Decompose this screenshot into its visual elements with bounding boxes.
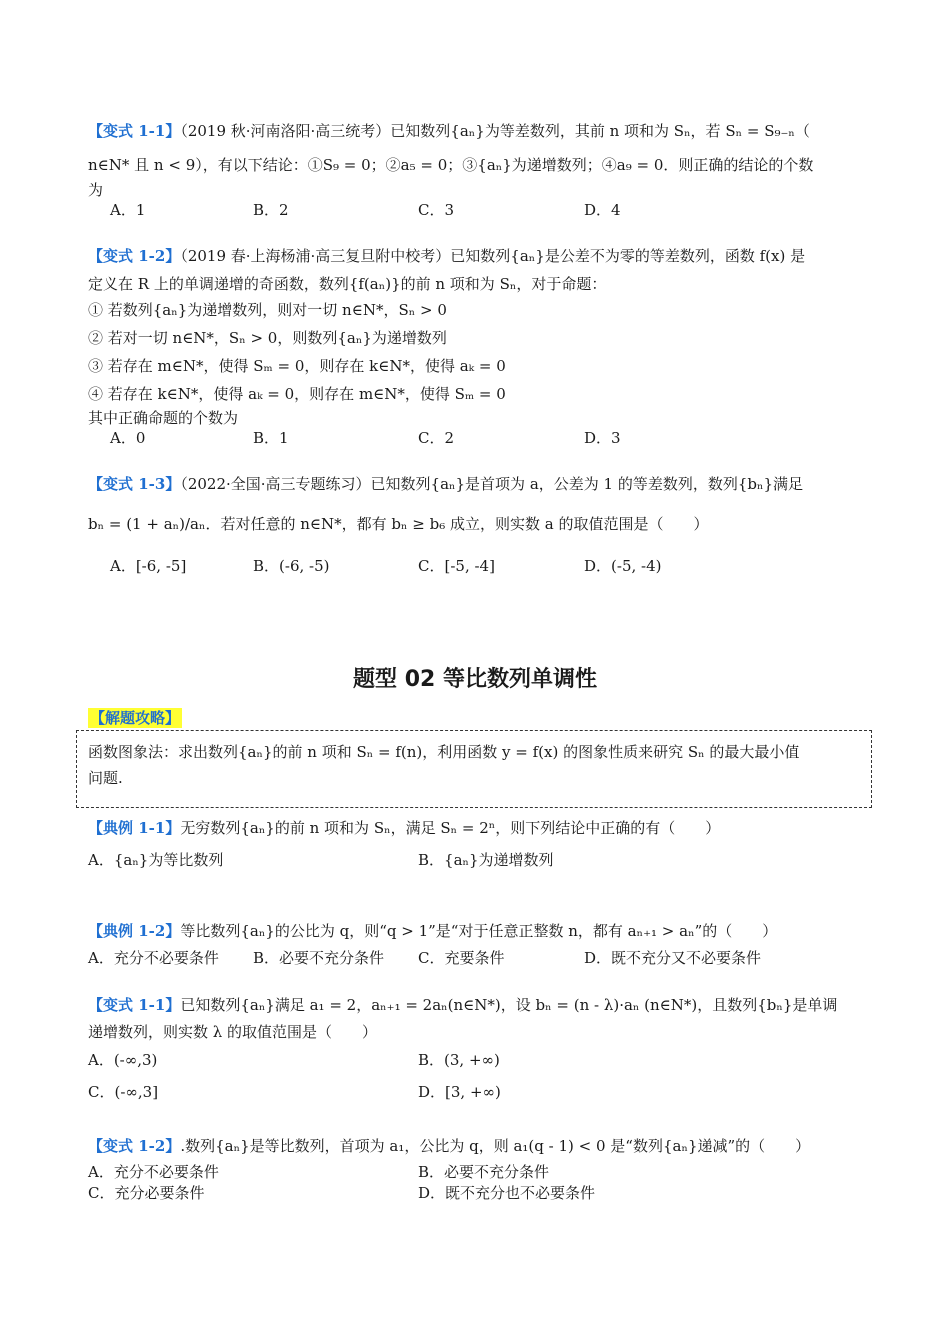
option-d: D．既不充分也不必要条件 xyxy=(418,1184,596,1202)
option-b: B．(-6, -5) xyxy=(253,557,330,575)
section-title: 题型 02 等比数列单调性 xyxy=(353,667,597,692)
option-c: C．[-5, -4] xyxy=(418,557,495,575)
option-b: B．1 xyxy=(253,429,289,447)
problem-1-line-1 xyxy=(88,121,810,141)
problem-text: 已知数列{aₙ}满足 a₁ = 2，aₙ₊₁ = 2aₙ(n∈N*)，设 bₙ = (n - λ)·aₙ (n∈N*)，且数列{bₙ}是单调 xyxy=(180,996,838,1014)
option-c: C．(-∞,3] xyxy=(88,1083,159,1101)
option-a: A．0 xyxy=(110,429,146,447)
problem-text: 等比数列{aₙ}的公比为 q，则“q > 1”是“对于任意正整数 n，都有 aₙ₊₁ > aₙ”的（ ） xyxy=(180,922,778,940)
variant-2-1-line-1 xyxy=(88,995,837,1015)
option-b: B．必要不充分条件 xyxy=(418,1163,550,1181)
problem-3-line-1 xyxy=(88,474,803,494)
problem-tag: 【变式 1-1】 xyxy=(88,122,181,140)
option-d: D．[3, +∞) xyxy=(418,1083,501,1101)
problem-text: 无穷数列{aₙ}的前 n 项和为 Sₙ，满足 Sₙ = 2ⁿ，则下列结论中正确的有（ ） xyxy=(180,819,721,837)
example-1-line-1 xyxy=(88,818,720,838)
variant-2-2-line-1 xyxy=(88,1136,810,1156)
option-a: A．{aₙ}为等比数列 xyxy=(88,851,224,869)
option-a: A．(-∞,3) xyxy=(88,1051,158,1069)
problem-tag: 【典例 1-2】 xyxy=(88,922,181,940)
proposition-2: ② 若对一切 n∈N*，Sₙ > 0，则数列{aₙ}为递增数列 xyxy=(88,329,447,347)
option-b: B．{aₙ}为递增数列 xyxy=(418,851,554,869)
option-a: A．充分不必要条件 xyxy=(88,1163,219,1181)
option-d: D．(-5, -4) xyxy=(584,557,662,575)
option-a: A．1 xyxy=(110,201,146,219)
problem-1-line-3: 为 xyxy=(88,181,104,199)
problem-tag: 【变式 1-2】 xyxy=(88,247,181,265)
problem-2-line-3: 其中正确命题的个数为 xyxy=(88,409,239,427)
option-c: C．充分必要条件 xyxy=(88,1184,205,1202)
option-a: A．充分不必要条件 xyxy=(88,949,219,967)
problem-text: （2022·全国·高三专题练习）已知数列{aₙ}是首项为 a，公差为 1 的等差数列，数列{bₙ}满足 xyxy=(180,475,804,493)
problem-text: .数列{aₙ}是等比数列，首项为 a₁，公比为 q，则 a₁(q - 1) < 0 是“数列{aₙ}递减”的（ ） xyxy=(180,1137,811,1155)
strategy-line-2: 问题. xyxy=(88,769,123,787)
option-a: A．[-6, -5] xyxy=(110,557,187,575)
option-d: D．3 xyxy=(584,429,621,447)
problem-tag: 【变式 1-2】 xyxy=(88,1137,181,1155)
problem-tag: 【典例 1-1】 xyxy=(88,819,181,837)
problem-3-line-2: bₙ = (1 + aₙ)/aₙ．若对任意的 n∈N*，都有 bₙ ≥ b₆ 成立，则实数 a 的取值范围是（ ） xyxy=(88,515,709,533)
problem-text: （2019 春·上海杨浦·高三复旦附中校考）已知数列{aₙ}是公差不为零的等差数列，函数 f(x) 是 xyxy=(180,247,806,265)
strategy-tag: 【解题攻略】 xyxy=(90,709,181,727)
example-2-line-1 xyxy=(88,921,777,941)
proposition-3: ③ 若存在 m∈N*，使得 Sₘ = 0，则存在 k∈N*，使得 aₖ = 0 xyxy=(88,357,506,375)
problem-text: （2019 秋·河南洛阳·高三统考）已知数列{aₙ}为等差数列，其前 n 项和为 Sₙ，若 Sₙ = S₉₋ₙ（ xyxy=(180,122,810,140)
problem-2-line-1 xyxy=(88,246,805,266)
strategy-line-1: 函数图象法：求出数列{aₙ}的前 n 项和 Sₙ = f(n)，利用函数 y = f(x) 的图象性质来研究 Sₙ 的最大最小值 xyxy=(88,743,800,761)
option-c: C．3 xyxy=(418,201,455,219)
option-c: C．充要条件 xyxy=(418,949,505,967)
option-b: B．2 xyxy=(253,201,289,219)
proposition-4: ④ 若存在 k∈N*，使得 aₖ = 0，则存在 m∈N*，使得 Sₘ = 0 xyxy=(88,385,506,403)
proposition-1: ① 若数列{aₙ}为递增数列，则对一切 n∈N*，Sₙ > 0 xyxy=(88,301,447,319)
option-d: D．4 xyxy=(584,201,621,219)
problem-1-line-2: n∈N* 且 n < 9），有以下结论：①S₉ = 0；②a₅ = 0；③{aₙ}为递增数列；④a₉ = 0．则正确的结论的个数 xyxy=(88,156,814,174)
option-d: D．既不充分又不必要条件 xyxy=(584,949,762,967)
variant-2-1-line-2: 递增数列，则实数 λ 的取值范围是（ ） xyxy=(88,1023,378,1041)
problem-tag: 【变式 1-1】 xyxy=(88,996,181,1014)
problem-2-line-2: 定义在 R 上的单调递增的奇函数，数列{f(aₙ)}的前 n 项和为 Sₙ，对于命题： xyxy=(88,275,607,293)
problem-tag: 【变式 1-3】 xyxy=(88,475,181,493)
option-b: B．(3, +∞) xyxy=(418,1051,500,1069)
option-b: B．必要不充分条件 xyxy=(253,949,385,967)
option-c: C．2 xyxy=(418,429,455,447)
